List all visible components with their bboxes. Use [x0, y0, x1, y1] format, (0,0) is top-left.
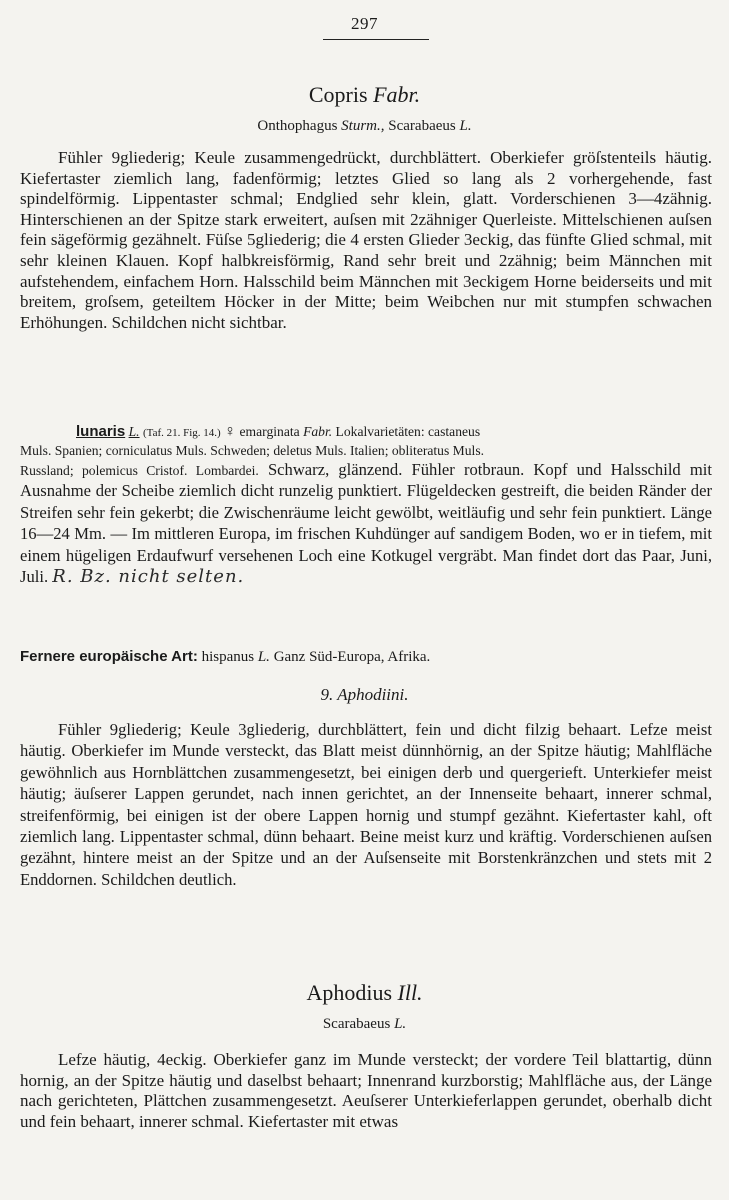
further-species-range: Ganz Süd-Europa, Afrika.	[269, 649, 431, 665]
genus-description-text: Fühler 9gliederig; Keule zusammengedrückt, durchblättert. Oberkiefer gröſstenteils häutig. Kiefertaster ziemlich lang, fadenförmig; letztes Glied so lang als 2 vorhergehende, fast spindelförmig. Lippentaster schmal; Endglied sehr klein, glatt. Vorderschienen 3—4zähnig. Hinterschienen an der Spitze stark erweitert, auſsen mit 2zähniger Querleiste. Mittelschienen auſsen fein sägeförmig gezähnelt. Füſse 5gliederig; die 4 ersten Glieder 3eckig, das fünfte Glied schmal, mit sehr kleinen Klauen. Kopf halbkreisförmig, Rand sehr breit und 2zähnig; beim Männchen mit aufstehendem, einfachem Horn. Halsschild beim Männchen mit 3eckigem Horne beiderseits und mit breitem, groſsem, geteiltem Höcker in der Mitte; beim Weibchen nur mit stumpfen schwachen Erhöhungen. Schildchen nicht sichtbar.	[20, 148, 712, 332]
species-header	[20, 423, 712, 442]
further-species-name: hispanus	[197, 649, 258, 665]
genus2-description-text: Lefze häutig, 4eckig. Oberkiefer ganz im Munde versteckt; der vordere Teil blattartig, dünn hornig, an der Spitze häutig und daselbst behaart; Innenrand kurzborstig; Mahlfläche aus, der Länge nach gerichteten, Plättchen zusammengesetzt. Aeuſserer Unterkieferlappen gerundet, oberhalb dicht und fein behaart, innerer schmal. Kiefertaster mit etwas	[20, 1050, 712, 1131]
genus2-description	[20, 1050, 712, 1132]
species-name: lunaris	[76, 423, 126, 440]
handwritten-annotation: R. Bz. nicht selten.	[52, 566, 245, 588]
genus-synonyms	[0, 118, 729, 135]
tribe-heading: 9. Aphodiini.	[320, 685, 409, 704]
synonym-1: Onthophagus	[257, 118, 338, 134]
further-species-label: Fernere europäische Art:	[20, 648, 198, 665]
species-entry	[20, 423, 712, 587]
genus-description	[20, 148, 712, 333]
genus-heading-aphodius	[0, 980, 729, 1006]
genus2-synonym	[0, 1016, 729, 1033]
genus2-author: Ill.	[397, 980, 423, 1005]
varieties-line-3: Russland; polemicus Cristof. Lombardei.	[20, 463, 259, 478]
local-varieties: Lokalvarietäten: castaneus	[332, 424, 481, 439]
plate-reference: (Taf. 21. Fig. 14.)	[142, 427, 221, 439]
tribe-description-text: Fühler 9gliederig; Keule 3gliederig, durchblättert, fein und dicht filzig behaart. Lefze meist häutig. Oberkiefer im Munde versteckt, das Blatt meist dünnhörnig, an der Spitze häutig; Mahlfläche gewöhnlich aus Hornblättchen zusammengesetzt, bei einigen derb und quergerieft. Unterkiefer meist häutig; äuſserer Lappen gerundet, nach innen gerichtet, an der Innenseite behaart, innerer schmal, streifenförmig, bei einigen ist der obere Lappen hornig und stumpf gezähnt. Kiefertaster kahl, oft ziemlich lang. Lippentaster schmal, dünn behaart. Beine meist kurz und kräftig. Vorderschienen auſsen gezähnt, hintere meist an der Spitze und an der Auſsenseite mit Borstenkränzchen und stets mit 2 Enddornen. Schildchen deutlich.	[20, 720, 712, 889]
species-description-text: Schwarz, glänzend. Fühler rotbraun. Kopf und Halsschild mit Ausnahme der Scheibe ziemlich dicht runzelig punktiert. Flügeldecken gestreift, die beiden Ränder der Streifen sehr fein gekerbt; die Zwischenräume leicht gewölbt, weitläufig und sehr fein punktiert. Länge 16—24 Mm. — Im mittleren Europa, im frischen Kuhdünger auf sandigem Boden, wo er in tiefem, mit einem hügeligen Erdaufwurf versehenen Loch eine Kotkugel vergräbt. Man findet dort das Paar, Juni, Juli.	[20, 460, 712, 587]
header-rule	[323, 39, 429, 40]
tribe-description	[20, 719, 712, 890]
species-description	[20, 459, 712, 587]
genus-author: Fabr.	[373, 82, 421, 107]
species-author: L.	[128, 424, 140, 439]
synonym-2-author: L.	[459, 118, 472, 134]
variety-emarginata-author: Fabr.	[303, 424, 333, 439]
female-symbol: ♀	[224, 423, 237, 440]
genus2-synonym-name: Scarabaeus	[322, 1016, 391, 1032]
genus2-synonym-author: L.	[394, 1016, 407, 1032]
genus-heading-copris	[0, 82, 729, 108]
further-species-author: L.	[257, 649, 270, 665]
variety-emarginata: emarginata	[236, 424, 304, 439]
genus2-name: Aphodius	[306, 980, 392, 1005]
synonym-2: Scarabaeus	[388, 118, 456, 134]
page-number: 297	[351, 14, 378, 33]
synonym-1-author: Sturm.,	[341, 118, 385, 134]
varieties-line-2: Muls. Spanien; corniculatus Muls. Schweden; deletus Muls. Italien; obliteratus Muls.	[20, 443, 485, 458]
further-species	[20, 648, 712, 666]
genus-name: Copris	[308, 82, 368, 107]
